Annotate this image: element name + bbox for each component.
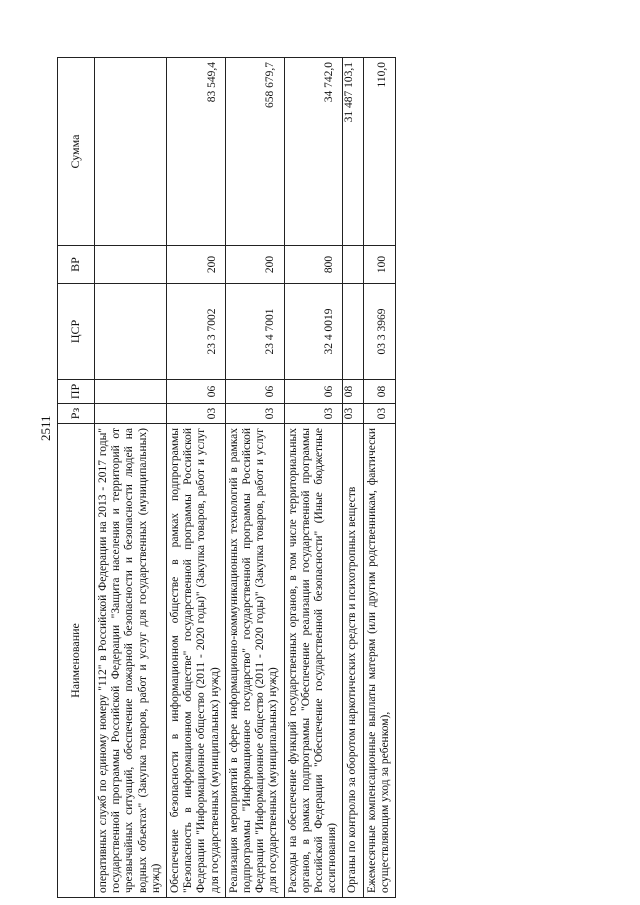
row-sum: 658 679,7 (225, 58, 284, 246)
header-vr: ВР (58, 246, 95, 284)
row-sum: 83 549,4 (167, 58, 226, 246)
row-csr (95, 284, 167, 380)
row-sum (95, 58, 167, 246)
row-vr: 200 (167, 246, 226, 284)
row-pr: 08 (343, 380, 363, 404)
row-pr: 06 (167, 380, 226, 404)
row-vr: 800 (284, 246, 343, 284)
header-pr: ПР (58, 380, 95, 404)
header-csr: ЦСР (58, 284, 95, 380)
row-sum: 110,0 (363, 58, 395, 246)
row-pr: 08 (363, 380, 395, 404)
table-row (225, 58, 284, 898)
row-name: Обеспечение безопасности в информационном обществе в рамках подпрограммы "Безопасность в информационном обществе" государственной программы Российской Федерации "Информационное общество (2011 - 2020 годы)" (Закупка товаров, работ и услуг для государственных (муниципальных) нужд) (167, 424, 226, 898)
row-csr (343, 284, 363, 380)
row-csr: 23 4 7001 (225, 284, 284, 380)
row-name: Реализация мероприятий в сфере информационно-коммуникационных технологий в рамках подпрограммы "Информационное государство" государственной программы Российской Федерации "Информационное общество (2011 - 2020 годы)" (Закупка товаров, работ и услуг для государственных (муниципальных) нужд) (225, 424, 284, 898)
header-rz: Рз (58, 404, 95, 424)
row-sum: 31 487 103,1 (343, 58, 363, 246)
row-vr: 200 (225, 246, 284, 284)
row-rz (95, 404, 167, 424)
row-name: Ежемесячные компенсационные выплаты матерям (или другим родственникам, фактически осуществляющим уход за ребенком), (363, 424, 395, 898)
row-vr (343, 246, 363, 284)
row-name: Расходы на обеспечение функций государственных органов, в том числе территориальных органов, в рамках подпрограммы "Обеспечение реализации государственной программы Российской Федерации "Обеспечение государственной безопасности" (Иные бюджетные ассигнования) (284, 424, 343, 898)
budget-table-container (57, 58, 591, 898)
row-pr: 06 (225, 380, 284, 404)
header-sum: Сумма (58, 58, 95, 246)
page-number: 2511 (38, 415, 53, 441)
table-row (363, 58, 395, 898)
table-header-row (58, 58, 95, 898)
table-row (95, 58, 167, 898)
row-name: Органы по контролю за оборотом наркотических средств и психотропных веществ (343, 424, 363, 898)
row-csr: 32 4 0019 (284, 284, 343, 380)
table-row (167, 58, 226, 898)
row-rz: 03 (167, 404, 226, 424)
row-pr (95, 380, 167, 404)
row-sum: 34 742,0 (284, 58, 343, 246)
row-csr: 23 3 7002 (167, 284, 226, 380)
row-rz: 03 (284, 404, 343, 424)
row-vr: 100 (363, 246, 395, 284)
table-row (284, 58, 343, 898)
row-name: оперативных служб по единому номеру "112" в Российской Федерации на 2013 - 2017 годы" государственной программы Российской Федерации "Защита населения и территорий от чрезвычайных ситуаций, обеспечение пожарной безопасности и безопасности людей на водных объектах" (Закупка товаров, работ и услуг для государственных (муниципальных) нужд) (95, 424, 167, 898)
row-rz: 03 (225, 404, 284, 424)
row-pr: 06 (284, 380, 343, 404)
budget-table (57, 57, 396, 898)
row-rz: 03 (343, 404, 363, 424)
table-row (343, 58, 363, 898)
row-vr (95, 246, 167, 284)
row-csr: 03 3 3969 (363, 284, 395, 380)
header-name: Наименование (58, 424, 95, 898)
row-rz: 03 (363, 404, 395, 424)
